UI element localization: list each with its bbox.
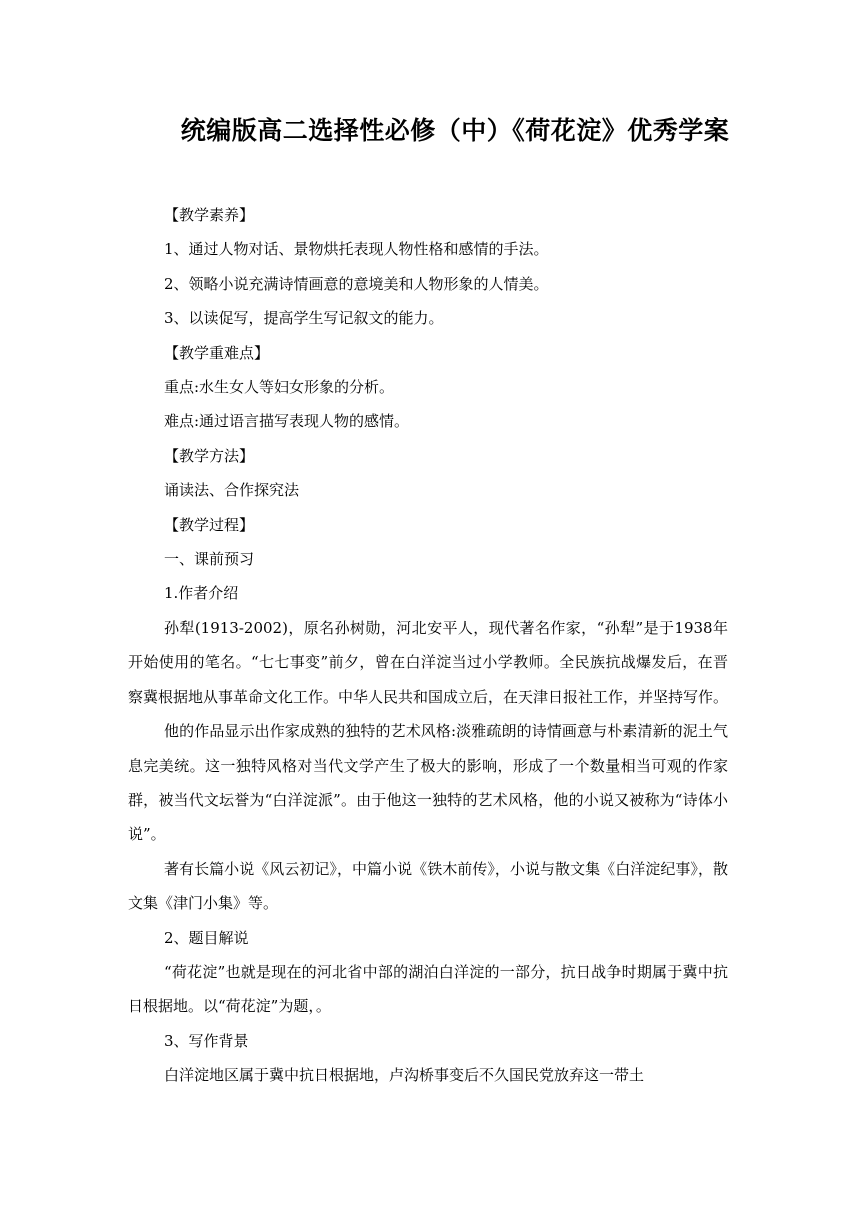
document-body	[128, 198, 728, 1093]
document-title: 统编版高二选择性必修（中）《荷花淀》优秀学案	[180, 116, 730, 145]
difficult-point: 难点:通过语言描写表现人物的感情。	[164, 412, 410, 431]
key-point: 重点:水生女人等妇女形象的分析。	[164, 378, 395, 397]
paragraph-author-bio: 孙犁(1913-2002)，原名孙树勋，河北安平人，现代著名作家，“孙犁”是于1938年开始使用的笔名。“七七事变”前夕，曾在白洋淀当过小学教师。全民族抗战爆发后，在晋察冀根据地从事革命文化工作。中华人民共和国成立后，在天津日报社工作，并坚持写作。	[128, 618, 729, 706]
paragraph-style: 他的作品显示出作家成熟的独特的艺术风格:淡雅疏朗的诗情画意与朴素清新的泥土气息完美统。这一独特风格对当代文学产生了极大的影响，形成了一个数量相当可观的作家群，被当代文坛誉为“白洋淀派”。由于他这一独特的艺术风格，他的小说又被称为“诗体小说”。	[128, 722, 728, 844]
section-heading-methods: 【教学方法】	[164, 446, 255, 465]
subheading-title-explanation: 2、题目解说	[164, 928, 249, 947]
paragraph-background: 白洋淀地区属于冀中抗日根据地，卢沟桥事变后不久国民党放弃这一带土	[164, 1066, 645, 1085]
paragraph-title-explanation: “荷花淀”也就是现在的河北省中部的湖泊白洋淀的一部分，抗日战争时期属于冀中抗日根据地。以“荷花淀”为题，。	[128, 962, 728, 1016]
paragraph-works: 著有长篇小说《风云初记》，中篇小说《铁木前传》，小说与散文集《白洋淀纪事》，散文集《津门小集》等。	[128, 859, 728, 913]
methods-text: 诵读法、合作探究法	[164, 481, 300, 500]
section-heading-key-points: 【教学重难点】	[164, 343, 270, 362]
subheading-preview: 一、课前预习	[164, 550, 255, 569]
section-heading-process: 【教学过程】	[164, 515, 255, 534]
objective-3: 3、以读促写，提高学生写记叙文的能力。	[164, 309, 444, 328]
objective-2: 2、领略小说充满诗情画意的意境美和人物形象的人情美。	[164, 274, 549, 293]
section-heading-literacy: 【教学素养】	[164, 206, 255, 224]
subheading-background: 3、写作背景	[164, 1031, 249, 1050]
subheading-author: 1.作者介绍	[164, 584, 239, 603]
objective-1: 1、通过人物对话、景物烘托表现人物性格和感情的手法。	[164, 240, 549, 259]
